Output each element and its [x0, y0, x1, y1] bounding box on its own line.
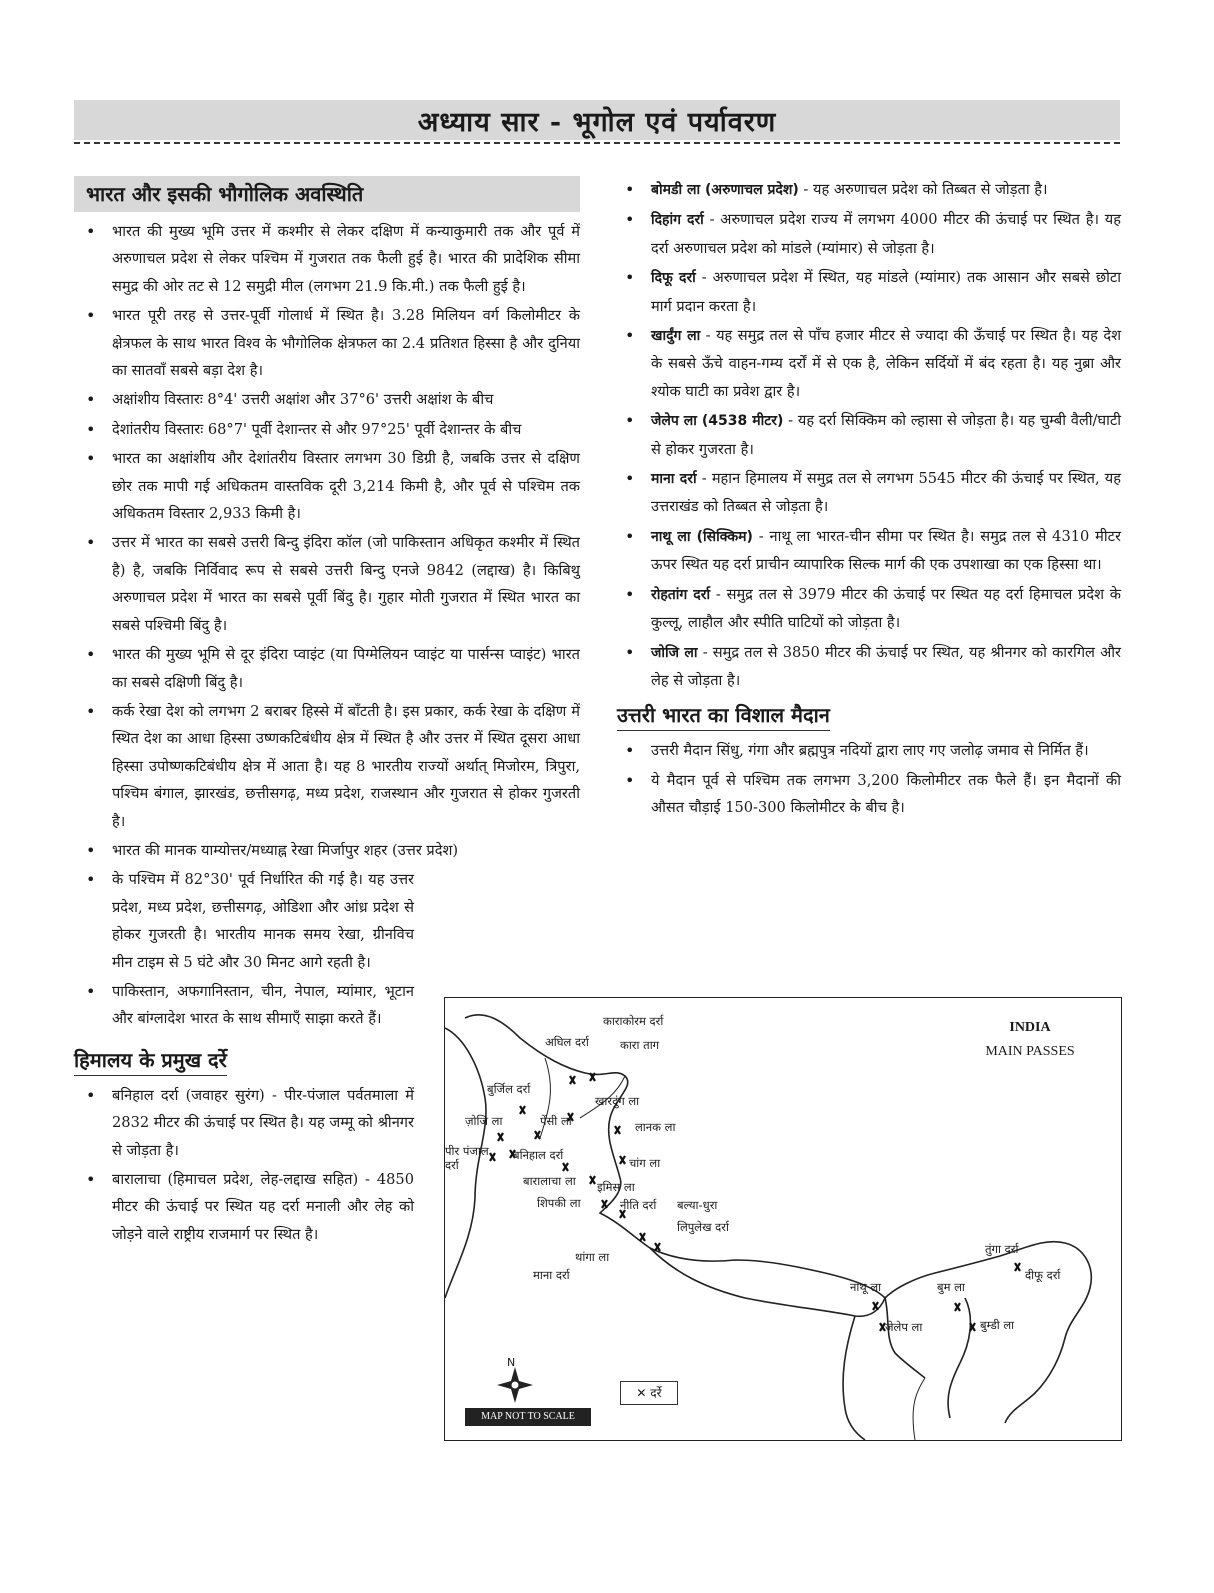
pass-item [617, 176, 1121, 204]
list-item: • बारालाचा (हिमाचल प्रदेश, लेह-लद्दाख सहित) - 4850 मीटर की ऊंचाई पर स्थित यह दर्रा मनाली और लेह को जोड़ने वाले राष्ट्रीय राजमार्ग पर स्थित है। [74, 1166, 414, 1248]
map-label-nathu: नाथू ला [850, 1280, 882, 1294]
map-label-baralacha: बारालाचा ला [523, 1174, 576, 1188]
map-label-khardung: खारदुंग ला [595, 1094, 640, 1108]
pass-name: बोमडी ला (अरुणाचल प्रदेश) [651, 182, 799, 198]
list-item: • देशांतरीय विस्तारः 68°7' पूर्वी देशान्तर से और 97°25' पूर्वी देशान्तर के बीच [74, 416, 580, 443]
india-passes-map [444, 997, 1122, 1441]
list-item [74, 837, 580, 864]
map-label-karatag: कारा ताग [620, 1038, 660, 1052]
page-title: अध्याय सार - भूगोल एवं पर्यावरण [417, 106, 777, 138]
list-item: • उत्तर में भारत का सबसे उत्तरी बिन्दु इंदिरा कॉल (जो पाकिस्तान अधिकृत कश्मीर में स्थित है) है, जबकि निर्विवाद रूप से सबसे उत्तरी बिन्दु एनजे 9842 (लद्दाख) है। किबिथु अरुणाचल प्रदेश में भारत का सबसे पूर्वी बिंदु है। गुहार मोती गुजरात में स्थित भारत का सबसे पश्चिमी बिंदु है। [74, 529, 580, 639]
pass-text: - यह अरुणाचल प्रदेश को तिब्बत से जोड़ता है। [798, 181, 1048, 198]
pass-name: नाथू ला (सिक्किम) [651, 528, 753, 545]
list-item: • भारत पूरी तरह से उत्तर-पूर्वी गोलार्ध में स्थित है। 3.28 मिलियन वर्ग किलोमीटर के क्षेत्रफल के साथ भारत विश्व के भौगोलिक क्षेत्रफल का 2.4 प्रतिशत हिस्सा है और दुनिया का सातवाँ सबसे बड़ा देश है। [74, 302, 580, 384]
pass-name: दिफू दर्रा [651, 270, 696, 287]
pass-name: रोहतांग दर्रा [651, 586, 711, 603]
pass-text: - महान हिमालय में समुद्र तल से लगभग 5545 मीटर की ऊंचाई पर स्थित, यह उत्तराखंड को तिब्बत से जोड़ता है। [651, 470, 1121, 516]
passes-list [617, 176, 1121, 694]
map-label-chang: चांग ला [629, 1156, 661, 1170]
map-label-tunga: तुंगा दर्रा [985, 1242, 1019, 1256]
pass-text: - समुद्र तल से 3850 मीटर की ऊंचाई पर स्थित, यह श्रीनगर को कारगिल और लेह से जोड़ता है। [651, 643, 1121, 689]
map-label-banihal: बनिहाल दर्रा [513, 1148, 564, 1162]
map-label-bomdi: बुम्डी ला [980, 1318, 1015, 1332]
list-item: • कर्क रेखा देश को लगभग 2 बराबर हिस्से में बाँटती है। इस प्रकार, कर्क रेखा के दक्षिण में स्थित देश का आधा हिस्सा उष्णकटिबंधीय क्षेत्र में स्थित है और उत्तर में स्थित दूसरा आधा हिस्सा उपोष्णकटिबंधीय क्षेत्र में आता है। यह 8 भारतीय राज्यों अर्थात् मिजोरम, त्रिपुरा, पश्चिम बंगाल, झारखंड, छत्तीसगढ़, मध्य प्रदेश, राजस्थान और गुजरात से होकर गुजरती है। [74, 698, 580, 835]
map-label-diphu: दीफू दर्रा [1025, 1268, 1061, 1282]
pass-text: - समुद्र तल से 3979 मीटर की ऊंचाई पर स्थित यह दर्रा हिमाचल प्रदेश के कुल्लू, लाहौल और स्पीति घाटियों को जोड़ता है। [651, 585, 1122, 632]
location-list [74, 218, 580, 864]
title-dashed-rule [74, 142, 1120, 144]
list-item: • पाकिस्तान, अफगानिस्तान, चीन, नेपाल, म्यांमार, भूटान और बांग्लादेश भारत के साथ सीमाएँ साझा करते हैं। [74, 978, 414, 1033]
map-label-lipulekh: लिपुलेख दर्रा [677, 1220, 729, 1234]
north-label: N [507, 1356, 516, 1369]
list-item: • भारत की मुख्य भूमि से दूर इंदिरा प्वाइंट (या पिग्मेलियन प्वाइंट या पार्सन्स प्वाइंट) भारत का सबसे दक्षिणी बिंदु है। [74, 641, 580, 696]
meridian-lead: भारत की मानक याम्योत्तर/मध्याह्न रेखा मिर्जापुर शहर (उत्तर प्रदेश) [112, 841, 459, 859]
map-scale-note: MAP NOT TO SCALE [465, 1408, 591, 1426]
list-item-continued [74, 866, 414, 976]
pass-name: माना दर्रा [651, 471, 697, 488]
map-legend [620, 1381, 678, 1405]
map-label-niti: नीति दर्रा [620, 1198, 657, 1212]
map-label-imis: इमिस ला [597, 1180, 635, 1194]
list-item: • भारत की मुख्य भूमि उत्तर में कश्मीर से लेकर दक्षिण में कन्याकुमारी तक और पूर्व में अरुणाचल प्रदेश से लेकर पश्चिम में गुजरात तक फैली हुई है। भारत की प्रादेशिक सीमा समुद्र की ओर तट से 12 समुद्री मील (लगभग 21.9 कि.मी.) तक फैली हुई है। [74, 218, 580, 300]
pass-name: जोजि ला [651, 644, 698, 661]
list-item: • अक्षांशीय विस्तारः 8°4' उत्तरी अक्षांश और 37°6' उत्तरी अक्षांश के बीच [74, 386, 580, 413]
pass-text: - नाथू ला भारत-चीन सीमा पर स्थित है। समुद्र तल से 4310 मीटर ऊपर स्थित यह दर्रा प्राचीन व्यापारिक सिल्क मार्ग की एक उपशाखा का एक हिस्सा था। [651, 527, 1121, 574]
section-heading-northern-plains: उत्तरी भारत का विशाल मैदान [617, 700, 830, 731]
pass-text: - यह दर्रा सिक्किम को ल्हासा से जोड़ता है। यह चुम्बी वैली/घाटी से होकर गुजरता है। [651, 412, 1121, 458]
list-item: • बनिहाल दर्रा (जवाहर सुरंग) - पीर-पंजाल पर्वतमाला में 2832 मीटर की ऊंचाई पर स्थित है। यह जम्मू को श्रीनगर से जोड़ता है। [74, 1082, 414, 1164]
pass-item [617, 465, 1121, 521]
map-label-bumla: बुम ला [937, 1280, 965, 1294]
map-outline [445, 998, 1121, 1440]
right-column [617, 176, 1121, 824]
pass-text: - अरुणाचल प्रदेश राज्य में लगभग 4000 मीटर की ऊंचाई पर स्थित है। यह दर्रा अरुणाचल प्रदेश को मांडले (म्यांमार) से जोड़ता है। [651, 211, 1121, 257]
plains-list [617, 737, 1121, 821]
map-label-pensi: पेंसी ला [540, 1114, 572, 1128]
section-heading-himalaya-passes: हिमालय के प्रमुख दर्रे [74, 1045, 227, 1076]
pass-item [617, 206, 1121, 262]
pass-item [617, 523, 1121, 579]
pass-item [617, 322, 1121, 405]
map-label-zoji: ज़ोजि ला [465, 1114, 503, 1128]
map-label-thanga: थांगा ला [575, 1250, 610, 1264]
map-label-shipki: शिपकी ला [537, 1196, 581, 1210]
pass-item [617, 264, 1121, 320]
map-title: INDIA [1009, 1020, 1051, 1035]
pass-name: दिहांग दर्रा [651, 212, 704, 229]
map-label-jelep: जेलेप ला [885, 1320, 923, 1334]
pass-text: - अरुणाचल प्रदेश में स्थित, यह मांडले (म्यांमार) तक आसान और सबसे छोटा मार्ग प्रदान करता है। [651, 269, 1121, 315]
map-label-mana: माना दर्रा [533, 1268, 570, 1282]
map-label-pirpanjal: पीर पंजाल दर्रा [445, 1144, 489, 1172]
map-label-aghil: अघिल दर्रा [545, 1035, 589, 1049]
pass-marker-icon: ✕ [636, 1386, 651, 1400]
map-label-baljhuri: बल्या-धुरा [677, 1198, 718, 1212]
map-label-karakoram: काराकोरम दर्रा [603, 1014, 664, 1028]
pass-name: जेलेप ला (4538 मीटर) [651, 413, 784, 430]
map-subtitle: MAIN PASSES [985, 1044, 1075, 1059]
pass-item [617, 407, 1121, 463]
list-item: • उत्तरी मैदान सिंधु, गंगा और ब्रह्मपुत्र नदियों द्वारा लाए गए जलोढ़ जमाव से निर्मित हैं। [617, 737, 1121, 764]
legend-label: दर्रे [650, 1386, 662, 1400]
map-label-lanak: लानक ला [635, 1120, 676, 1134]
pass-text: - यह समुद्र तल से पाँच हजार मीटर से ज्यादा की ऊँचाई पर स्थित है। यह देश के सबसे ऊँचे वाहन-गम्य दर्रों में से एक है, लेकिन सर्दियों में बंद रहता है। यह नुब्रा और श्योक घाटी का प्रवेश द्वार है। [651, 327, 1121, 400]
list-item: • ये मैदान पूर्व से पश्चिम तक लगभग 3,200 किलोमीटर तक फैले हैं। इन मैदानों की औसत चौड़ाई 150-300 किलोमीटर के बीच है। [617, 767, 1121, 822]
pass-item [617, 639, 1121, 695]
pass-item [617, 581, 1121, 637]
section-heading-location: भारत और इसकी भौगोलिक अवस्थिति [74, 176, 580, 212]
pass-name: खार्दुंग ला [651, 328, 701, 345]
map-label-burzil: बुर्जिल दर्रा [487, 1082, 531, 1096]
page-title-band [74, 100, 1120, 140]
meridian-rest: के पश्चिम में 82°30' पूर्व निर्धारित की गई है। यह उत्तर प्रदेश, मध्य प्रदेश, छत्तीसगढ़, ओडिशा और आंध्र प्रदेश से होकर गुजरती है। भारतीय मानक समय रेखा, ग्रीनविच मीन टाइम से 5 घंटे और 30 मिनट आगे रहती है। [112, 871, 414, 971]
compass-rose [497, 1367, 533, 1403]
list-item: • भारत का अक्षांशीय और देशांतरीय विस्तार लगभग 30 डिग्री है, जबकि उत्तर से दक्षिण छोर तक मापी गई अधिकतम वास्तविक दूरी 3,214 किमी है, और पूर्व से पश्चिम तक अधिकतम विस्तार 2,933 किमी है। [74, 445, 580, 527]
